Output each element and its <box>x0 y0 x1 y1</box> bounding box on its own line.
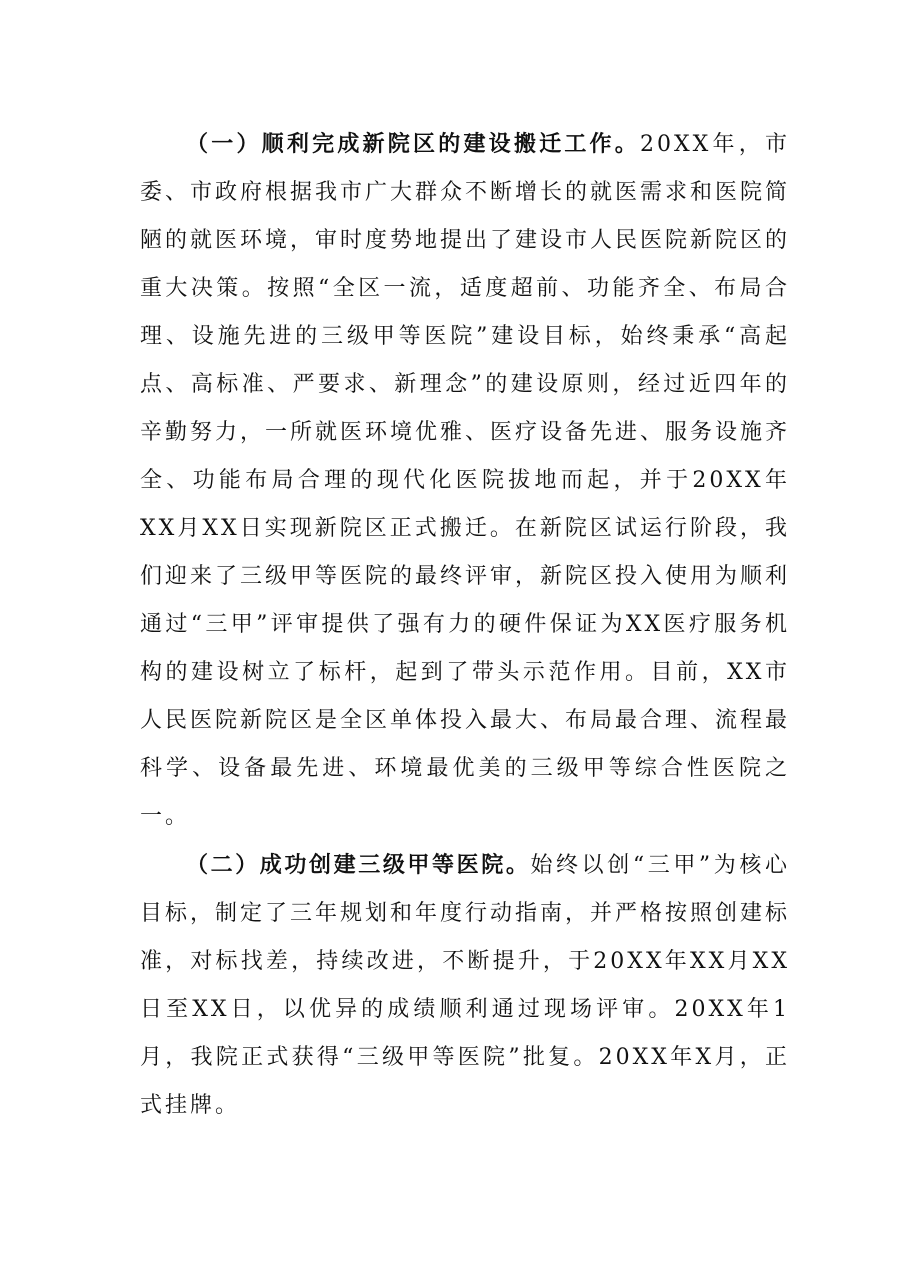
section-2-text: 始终以创“三甲”为核心目标，制定了三年规划和年度行动指南，并严格按照创建标准，对标找差，持续改进，不断提升，于20XX年XX月XX日至XX日，以优异的成绩顺利通过现场评审。20XX年1月，我院正式获得“三级甲等医院”批复。20XX年X月，正式挂牌。 <box>140 853 791 1118</box>
section-2-heading: （二）成功创建三级甲等医院。 <box>186 852 531 878</box>
section-1-text: 20XX年，市委、市政府根据我市广大群众不断增长的就医需求和医院简陋的就医环境，审时度势地提出了建设市人民医院新院区的重大决策。按照“全区一流，适度超前、功能齐全、布局合理、设施先进的三级甲等医院”建设目标，始终秉承“高起点、高标准、严要求、新理念”的建设原则，经过近四年的辛勤努力，一所就医环境优雅、医疗设备先进、服务设施齐全、功能布局合理的现代化医院拔地而起，并于20XX年XX月XX日实现新院区正式搬迁。在新院区试运行阶段，我们迎来了三级甲等医院的最终评审，新院区投入使用为顺利通过“三甲”评审提供了强有力的硬件保证为XX医疗服务机构的建设树立了标杆，起到了带头示范作用。目前，XX市人民医院新院区是全区单体投入最大、布局最合理、流程最科学、设备最先进、环境最优美的三级甲等综合性医院之一。 <box>140 132 791 829</box>
document-body <box>140 120 790 1130</box>
section-1-paragraph <box>140 120 790 841</box>
section-2-paragraph <box>140 841 790 1130</box>
section-1-heading: （一）顺利完成新院区的建设搬迁工作。 <box>186 131 640 157</box>
